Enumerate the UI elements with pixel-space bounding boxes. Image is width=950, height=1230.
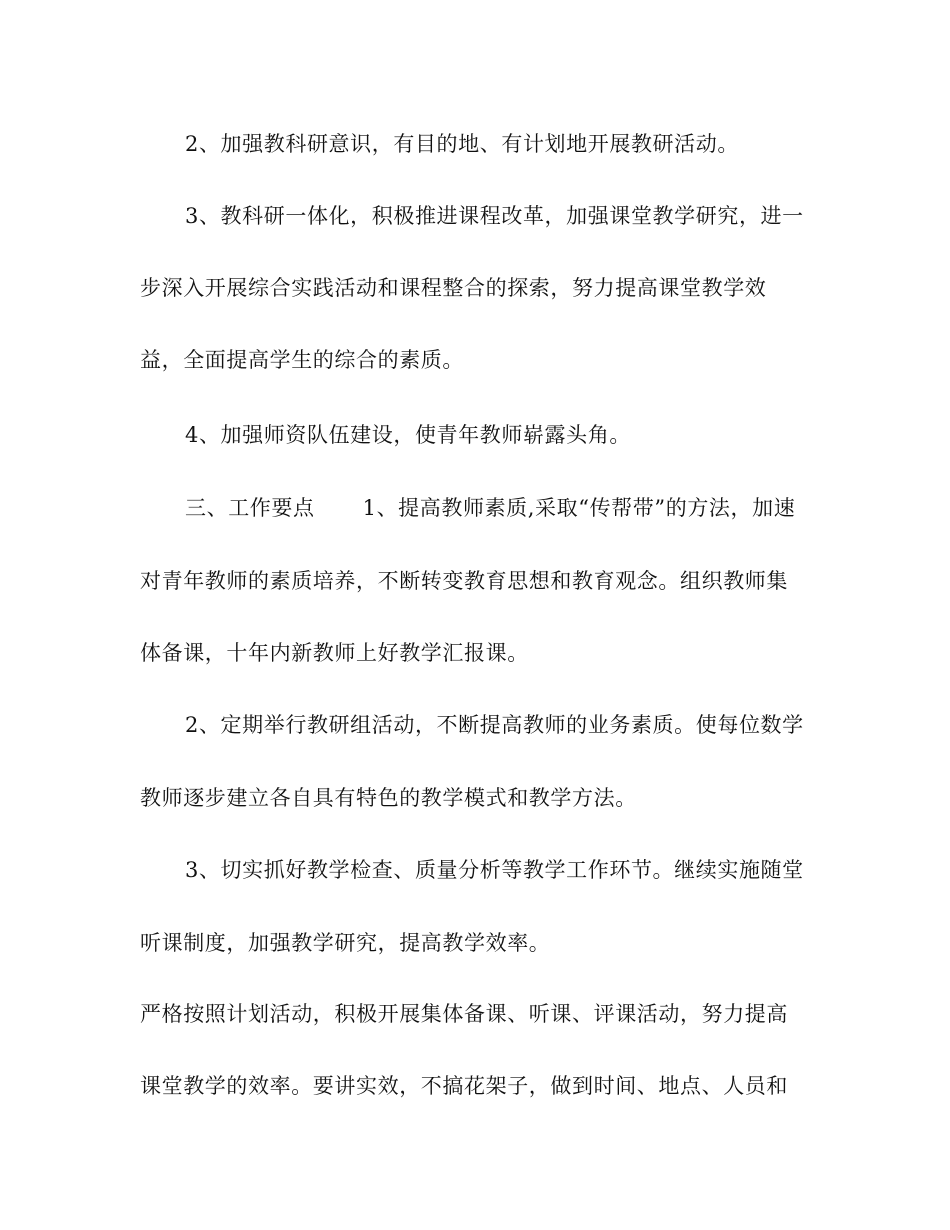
paragraph-line: 4、加强师资队伍建设，使青年教师崭露头角。 bbox=[185, 423, 631, 447]
paragraph-line: 步深入开展综合实践活动和课程整合的探索，努力提高课堂教学效 bbox=[140, 276, 767, 300]
paragraph-line: 1、提高教师素质,采取“传帮带”的方法，加速 bbox=[362, 496, 796, 520]
paragraph-line: 对青年教师的素质培养，不断转变教育思想和教育观念。组织教师集 bbox=[140, 569, 788, 593]
paragraph-line: 体备课，十年内新教师上好教学汇报课。 bbox=[140, 641, 529, 665]
paragraph-line: 2、定期举行教研组活动，不断提高教师的业务素质。使每位数学 bbox=[185, 713, 804, 737]
section-heading-line bbox=[185, 494, 865, 522]
paragraph-line: 听课制度，加强教学研究，提高教学效率。 bbox=[140, 931, 551, 955]
paragraph-line: 2、加强教科研意识，有目的地、有计划地开展教研活动。 bbox=[185, 132, 739, 156]
paragraph-line: 教师逐步建立各自具有特色的教学模式和教学方法。 bbox=[140, 786, 637, 810]
paragraph-line: 3、教科研一体化，积极推进课程改革，加强课堂教学研究，进一 bbox=[185, 204, 804, 228]
paragraph-line: 益，全面提高学生的综合的素质。 bbox=[140, 348, 464, 372]
section-heading: 三、工作要点 bbox=[185, 496, 315, 520]
paragraph-line: 3、切实抓好教学检查、质量分析等教学工作环节。继续实施随堂 bbox=[185, 858, 804, 882]
paragraph-line: 课堂教学的效率。要讲实效，不搞花架子，做到时间、地点、人员和 bbox=[140, 1074, 788, 1098]
paragraph-line: 严格按照计划活动，积极开展集体备课、听课、评课活动，努力提高 bbox=[140, 1002, 788, 1026]
